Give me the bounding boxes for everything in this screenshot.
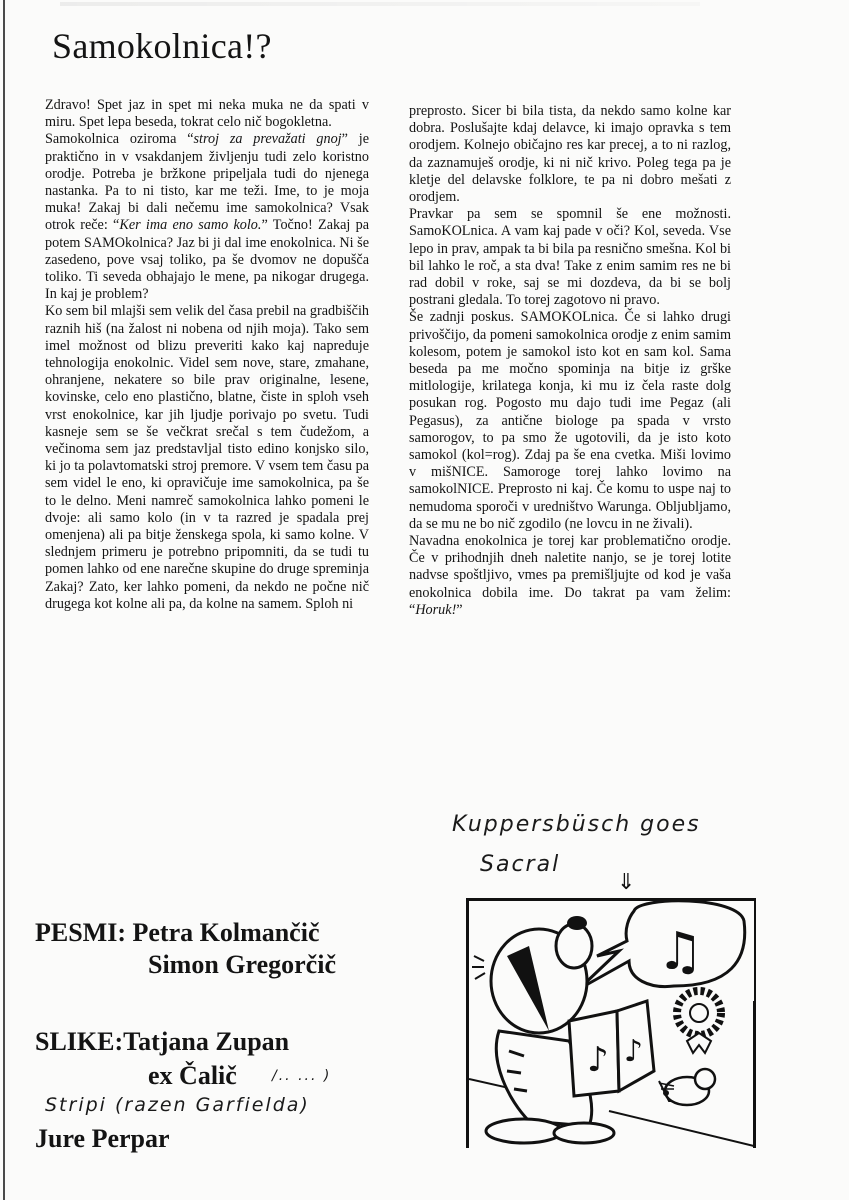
christmas-wreath <box>677 991 721 1053</box>
svg-text:♪: ♪ <box>624 1034 644 1069</box>
paragraph: Ko sem bil mlajši sem velik del časa prebil na gradbiščih raznih hiš (na žalost ni nobena od njih moja). Tako sem imel možnost od blizu preveriti kako kaj napreduje tehnologija enokolnic. Videl sem nove, stare, zmahane, ohranjene, nekatere so bile prav originalne, lesene, kovinske, celo eno plastično, blatne, čiste in sploh vseh vrst enokolnice, kar jih ljudje porivajo po svetu. Tudi kasneje sem se še večkrat srečal s tem čudežom, a večinoma sem jaz predstavljal tisto edino konjsko silo, ki jo ta polavtomatski stroj premore. V vsem tem času pa sem videl le eno, ki opravičuje ime samokolnica, pa še to le delno. Meni namreč samokolnica lahko pomeni le dvoje: ali samo kolo (in v ta razred je spadala prej omenjena) ali pa bitje ženskega spola, ki samo kolne. V slednjem primeru je potrebno pripomniti, da se tudi tu pomen lahko od ene narečne skupine do druge spreminja Zakaj? Zato, ker lahko pomeni, da nekdo ne počne nič drugega kot kolne ali pa, da kolne na samem. Sploh ni <box>45 303 369 612</box>
poems-label: PESMI: <box>35 918 126 947</box>
poems-author: Petra Kolmančič <box>132 918 320 947</box>
credits-poems <box>35 918 320 948</box>
images-author: Tatjana Zupan <box>123 1027 290 1056</box>
paragraph: preprosto. Sicer bi bila tista, da nekdo samo kolne kar dobra. Poslušajte kdaj delavce, ki imajo opravka s tem orodjem. Kolnejo običajno res kar precej, a to ni razlog, da zaznamuješ orodje, ki ni nič krivo. Poleg tega pa je kletje del delavske folklore, te pa ni dobro mešati z orodjem. <box>409 103 731 206</box>
handwritten-dots: /.. ... ) <box>272 1068 332 1084</box>
paragraph: Zdravo! Spet jaz in spet mi neka muka ne da spati v miru. Spet lepa beseda, tokrat celo nič bogokletna. <box>45 97 369 131</box>
paragraph: Pravkar pa sem se spomnil še ene možnosti. SamoKOLnica. A vam kaj pade v oči? Kol, seveda. Vse lepo in prav, ampak ta bi bila pa resnično smešna. Kol bi bil lahko le roč, a sta dva! Take z enim samim res ne bi rad dobil v roke, saj se mi dozdeva, da bi se bolj postrani gledala. To torej zagotovo ni pravo. <box>409 206 731 309</box>
songbook <box>569 1001 654 1096</box>
comic-caption-line1: Kuppersbüsch goes <box>452 812 701 837</box>
comic-caption-line2: Sacral <box>480 852 561 877</box>
article-right-column <box>409 103 731 619</box>
credits-images-author-2: ex Čalič <box>148 1061 237 1090</box>
arrow-down-icon: ⇓ <box>617 870 636 895</box>
article-title: Samokolnica!? <box>52 26 272 66</box>
paragraph: Navadna enokolnica je torej kar problematično orodje. Če v prihodnjih dneh naletite nanjo, se je torej lotite nadvse spoštljivo, vmes pa premišljujte od kod je vaša enokolnica dobila ime. Do takrat pa vam želim: “Horuk!” <box>409 533 731 618</box>
handwritten-note: Stripi (razen Garfielda) <box>45 1094 310 1116</box>
article-left-column <box>45 97 369 613</box>
svg-text:♫: ♫ <box>657 922 704 982</box>
paragraph: Še zadnji poskus. SAMOKOLnica. Če si lahko drugi privoščijo, da pomeni samokolnica orodje z enim samim kolesom, potem je samokol isto kot en sam kol. Sama beseda pa me močno spominja na bitje iz grške mitlologije, krilatega konja, ki mu iz čela raste dolg posukan rog. Pogosto mu dajo tudi ime Pegaz (ali Pegasus), za antične biologe pa spada v vrsto samorogov, to pa smo že ugotovili, da je isto koto samokol (kol=rog). Zdaj pa še ena cvetka. Miši lovimo v mišNICE. Samoroge torej lahko lovimo na samokolNICE. Preprosto ni kaj. Če komu to uspe naj to nemudoma sporoči v uredništvo Warunga. Obljubljamo, da se mu ne bo nič zgodilo (ne lovcu in ne živali). <box>409 309 731 532</box>
svg-text:♪: ♪ <box>587 1040 609 1080</box>
credits-images <box>35 1027 289 1057</box>
bleed-through <box>60 2 700 6</box>
credits-poems-author-2: Simon Gregorčič <box>148 950 336 979</box>
music-note-speech-bubble <box>579 901 745 989</box>
credits-comics-author: Jure Perpar <box>35 1124 170 1153</box>
garfield-comic-illustration <box>469 901 756 1148</box>
scan-edge <box>3 0 5 1200</box>
paragraph: Samokolnica oziroma “stroj za prevažati gnoj” je praktično in v vsakdanjem življenju tudi zelo koristno orodje. Potreba je bržkone pripeljala tudi do njenega nastanka. Pa to ni tisto, kar me teži. Ime, to je moja muka! Zakaj bi dali nečemu ime samokolnica? Vsak otrok reče: “Ker ima eno samo kolo.” Točno! Zakaj pa potem SAMOkolnica? Jaz bi ji dal ime enokolnica. Ni še zasedeno, pove vsaj toliko, pa še dvomov ne dopušča toliko. Ti seveda obhajajo le mene, pa nikogar drugega. In kaj je problem? <box>45 131 370 303</box>
images-label: SLIKE: <box>35 1027 124 1056</box>
comic-panel <box>466 898 756 1148</box>
